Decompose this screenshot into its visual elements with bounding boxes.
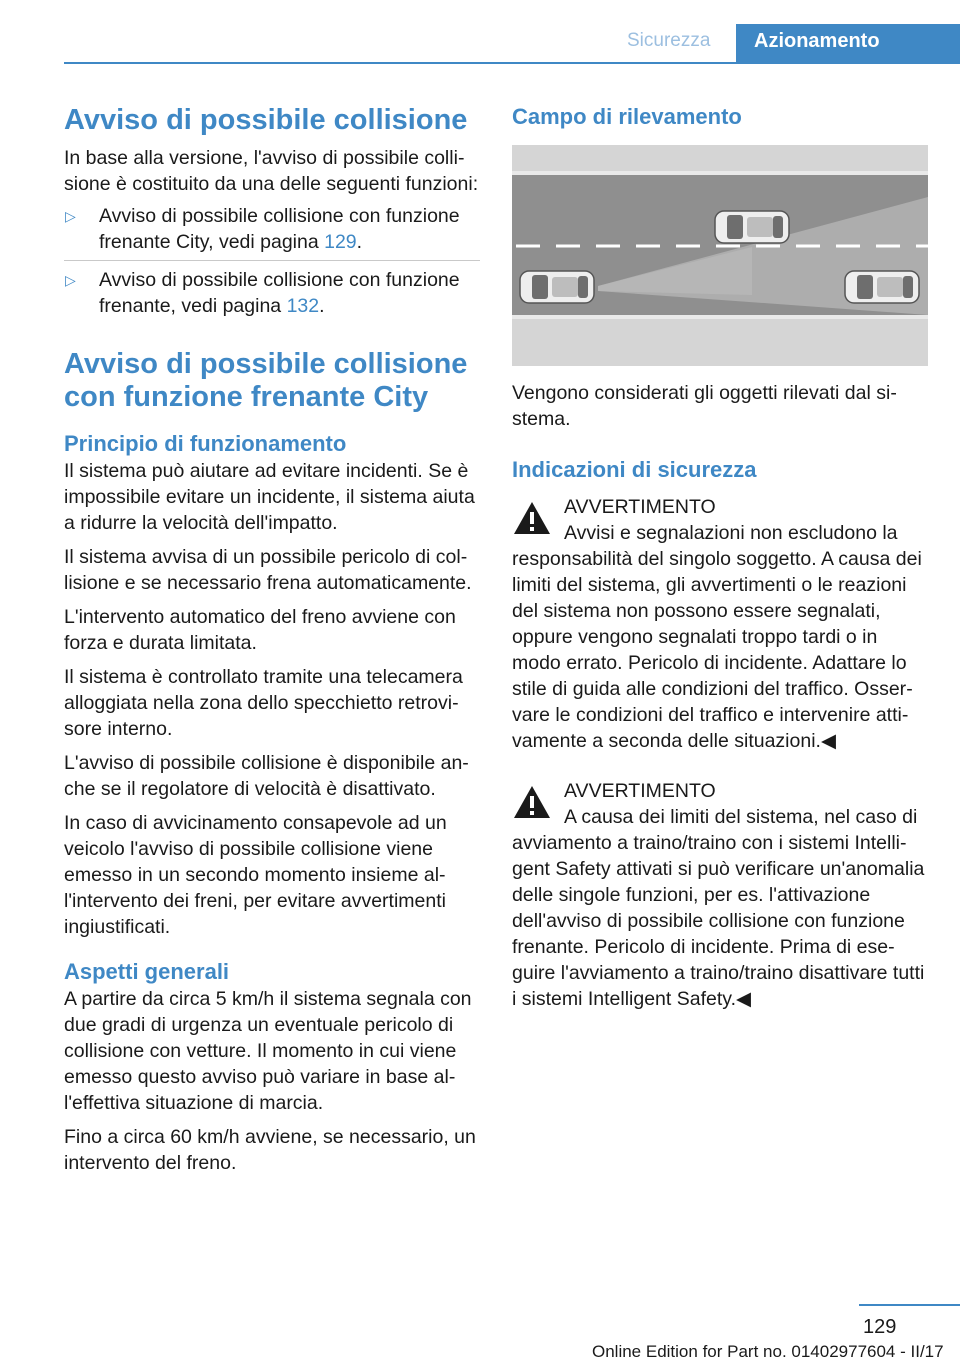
list-item: ▷ Avviso di possibile collisione con funzione frenante City, vedi pagina 129. [64, 203, 480, 261]
paragraph: Il sistema avvisa di un possibile pericolo di collisione e se necessario frena automaticamente. [64, 546, 472, 594]
heading-operating-principle: Principio di funzionamento [64, 431, 347, 456]
paragraph: L'avviso di possibile collisione è disponibile anche se il regolatore di velocità è disattivato. [64, 752, 469, 800]
page-number: 129 [863, 1316, 897, 1338]
road-edge-top [512, 171, 928, 175]
car-icon [715, 211, 789, 243]
paragraph: Fino a circa 60 km/h avviene, se necessario, un intervento del freno. [64, 1126, 476, 1174]
edition-note: Online Edition for Part no. 01402977604 - II/17 [592, 1342, 944, 1361]
paragraph: Il sistema può aiutare ad evitare incidenti. Se è impossibile evitare un incidente, il sistema aiuta a ridurre la velocità dell'impatto. [64, 460, 475, 534]
car-icon [845, 271, 919, 303]
footer-rule [859, 1304, 960, 1306]
heading-detection-range: Campo di rilevamento [512, 104, 742, 129]
heading-safety-notes: Indicazioni di sicurezza [512, 457, 757, 482]
heading-general-aspects: Aspetti generali [64, 959, 230, 984]
paragraph: Il sistema è controllato tramite una telecamera alloggiata nella zona dello specchietto retrovisore interno. [64, 666, 463, 740]
header-section: Sicurezza [627, 30, 711, 51]
warning-first-line: A causa dei limiti del sistema, nel caso di [564, 806, 918, 828]
illustration-caption: Vengono considerati gli oggetti rilevati dal sistema. [512, 382, 897, 430]
warning-text: responsabilità del singolo soggetto. A causa dei limiti del sistema, gli avvertimenti o le reazioni del sistema non possono essere segnalati, oppure vengono segnalati troppo tardi o in modo errato. Pericolo di incidente. Adattare lo stile di guida alle condizioni del traffico. Osservare le condizioni del traffico e intervenire attivamente a seconda delle situazioni.◀ [512, 548, 922, 752]
warning-text: avviamento a traino/traino con i sistemi Intelligent Safety attivati si può verificare un'anomalia delle singole funzioni, per es. l'attivazione dell'avviso di possibile collisione con funzione frenante. Pericolo di incidente. Prima di eseguire l'avviamento a traino/traino disattivare tutti i sistemi Intelligent Safety.◀ [512, 832, 925, 1010]
warning-block [512, 494, 928, 754]
triangle-bullet-icon: ▷ [65, 272, 76, 288]
paragraph: A partire da circa 5 km/h il sistema segnala con due gradi di urgenza un eventuale pericolo di collisione con vetture. Il momento in cui viene emesso questo avviso può variare in base all'effettiva situazione di marcia. [64, 988, 472, 1114]
page-link[interactable]: 129 [324, 231, 357, 253]
function-list [64, 203, 480, 324]
warning-title: AVVERTIMENTO [564, 780, 716, 802]
detection-range-illustration [512, 145, 928, 366]
road-diagram [512, 145, 928, 366]
warning-title: AVVERTIMENTO [564, 496, 716, 518]
list-item: ▷ Avviso di possibile collisione con funzione frenante, vedi pagina 132. [65, 269, 460, 317]
warning-triangle-icon [512, 500, 552, 536]
warning-first-line: Avvisi e segnalazioni non escludono la [564, 522, 898, 544]
paragraph: L'intervento automatico del freno avviene con forza e durata limitata. [64, 606, 456, 654]
warning-block [512, 778, 928, 1012]
triangle-bullet-icon: ▷ [65, 208, 76, 224]
road-edge-bottom [512, 315, 928, 319]
heading-collision-warning: Avviso di possibile collisione [64, 104, 468, 136]
heading-city-braking: Avviso di possibile collisione con funzione frenante City [64, 348, 468, 413]
warning-triangle-icon [512, 784, 552, 820]
paragraph: In caso di avvicinamento consapevole ad un veicolo l'avviso di possibile collisione viene emesso in un secondo momento insieme all'intervento dei freni, per evitare avvertimenti ingiustificati. [64, 812, 447, 938]
right-column [512, 100, 928, 1012]
car-icon [520, 271, 594, 303]
left-column [64, 100, 480, 1184]
header-chapter-tab: Azionamento [736, 24, 960, 64]
intro-paragraph: In base alla versione, l'avviso di possibile collisione è costituito da una delle seguenti funzioni: [64, 147, 479, 195]
page-link[interactable]: 132 [286, 295, 320, 317]
